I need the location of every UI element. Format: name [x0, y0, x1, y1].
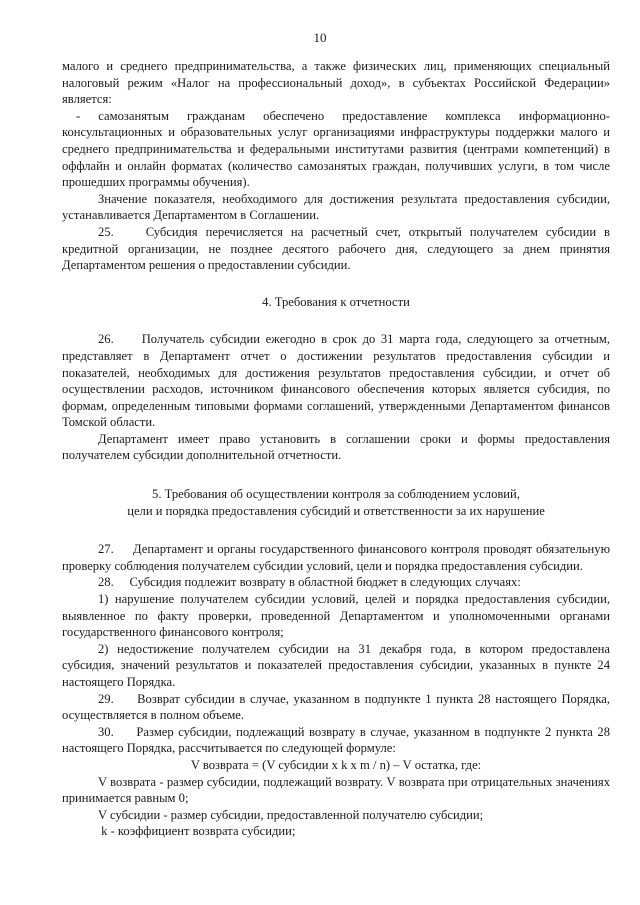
clause-26: 26. Получатель субсидии ежегодно в срок до 31 марта года, следующего за отчетным, представляет в Департамент отчет о достижении результатов предоставления субсидии и показателей, необходимых для достижения результатов предоставления субсидии, и отчет об осуществлении расходов, источником финансового обеспечения которых является субсидия, по формам, определенным типовыми формами соглашений, утвержденными Департаментом финансов Томской области. — [62, 332, 610, 430]
clause-28: 28. Субсидия подлежит возврату в областной бюджет в следующих случаях: — [98, 575, 521, 590]
section-5-heading-line-2: цели и порядка предоставления субсидий и ответственности за их нарушение — [127, 503, 545, 518]
section-4-heading: 4. Требования к отчетности — [262, 294, 410, 309]
paragraph: Департамент имеет право установить в соглашении сроки и формы предоставления получателем субсидии дополнительной отчетности. — [62, 431, 610, 463]
clause-27: 27. Департамент и органы государственного финансового контроля проводят обязательную проверку соблюдения получателем субсидии условий, цели и порядка предоставления субсидии. — [62, 542, 610, 573]
list-item: 1) нарушение получателем субсидии условий, целей и порядка предоставления субсидии, выявленное по факту проверки, проведенной Департаментом и уполномоченными органами государственного финансового контроля; — [62, 592, 610, 640]
paragraph: Значение показателя, необходимого для достижения результата предоставления субсидии, устанавливается Департаментом в Соглашении. — [62, 191, 610, 223]
definition-item: V возврата - размер субсидии, подлежащий возврату. V возврата при отрицательных значениях принимается равным 0; — [62, 774, 610, 806]
clause-30: 30. Размер субсидии, подлежащий возврату в случае, указанном в подпункте 2 пункта 28 настоящего Порядка, рассчитывается по следующей формуле: — [62, 724, 610, 756]
page-number: 10 — [313, 30, 327, 45]
section-5-heading — [62, 486, 610, 519]
section-5-heading-line-1: 5. Требования об осуществлении контроля за соблюдением условий, — [152, 487, 520, 502]
formula: V возврата = (V субсидии x k x m / n) – V остатка, где: — [190, 757, 482, 772]
list-item: 2) недостижение получателем субсидии на 31 декабря года, в котором предоставлена субсидия, значений результатов и показателей предоставления субсидии, указанных в пункте 24 настоящего Порядка. — [62, 641, 610, 689]
list-item: - самозанятым гражданам обеспечено предоставление комплекса информационно-консультационных и образовательных услуг организациями инфраструктуры поддержки малого и среднего предпринимательства и федеральными институтами развития (центрами компетенций) в оффлайн и онлайн форматах (количество самозанятых граждан, получивших услуги, в том числе прошедших программы обучения). — [62, 108, 610, 190]
definition-item: k - коэффициент возврата субсидии; — [98, 824, 296, 839]
clause-29: 29. Возврат субсидии в случае, указанном в подпункте 1 пункта 28 настоящего Порядка, осуществляется в полном объеме. — [62, 691, 610, 723]
clause-25: 25. Субсидия перечисляется на расчетный счет, открытый получателем субсидии в кредитной организации, не позднее десятого рабочего дня, следующего за днем принятия Департаментом решения о предоставлении субсидии. — [62, 224, 610, 273]
definition-item: V субсидии - размер субсидии, предоставленной получателю субсидии; — [98, 807, 484, 822]
document-body — [62, 58, 610, 840]
paragraph: малого и среднего предпринимательства, а также физических лиц, применяющих специальный налоговый режим «Налог на профессиональный доход», в субъектах Российской Федерации» является: — [62, 59, 610, 107]
